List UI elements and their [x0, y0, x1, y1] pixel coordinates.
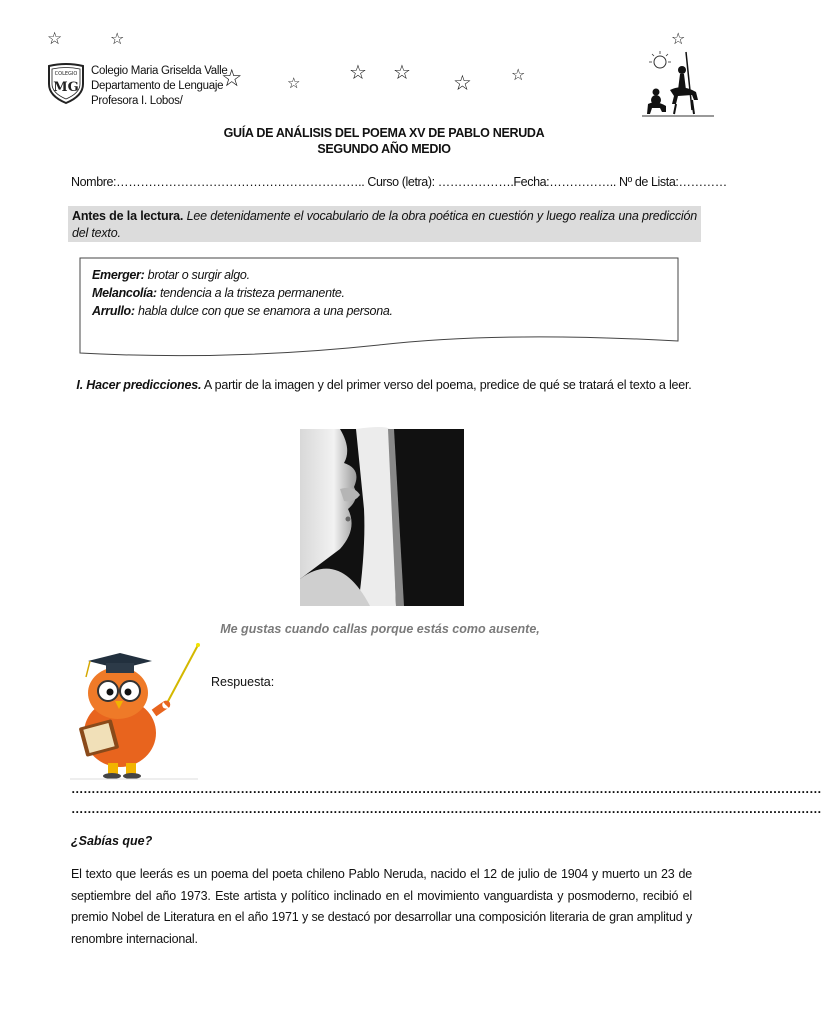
guide-title: GUÍA DE ANÁLISIS DEL POEMA XV DE PABLO NERUDA [223, 126, 545, 140]
star-icon: ☆ [453, 71, 472, 95]
answer-label: Respuesta: [211, 675, 275, 689]
star-icon: ☆ [671, 29, 686, 48]
school-info [91, 64, 227, 109]
vocabulary-item: Emerger: brotar o surgir algo. [92, 268, 250, 282]
star-icon: ☆ [393, 60, 411, 84]
star-icon: ☆ [47, 29, 63, 49]
teacher-name: Profesora I. Lobos/ [91, 95, 183, 107]
prediction-prompt [74, 375, 694, 396]
vocabulary-list [92, 266, 393, 320]
instructions-label: Antes de la lectura. [72, 209, 184, 223]
department-name: Departamento de Lenguaje [91, 80, 224, 92]
star-icon: ☆ [221, 64, 243, 92]
vocabulary-item: Arrullo: habla dulce con que se enamora a una persona. [92, 304, 393, 318]
star-icon: ☆ [287, 74, 301, 92]
student-info-line: Nombre:…………………………………………………….. Curso (letra): ……………….Fecha:…………….. Nº de Lista:………… [71, 175, 727, 189]
school-crest-logo [46, 62, 86, 104]
svg-text:COLEGIO: COLEGIO [54, 71, 78, 77]
school-name: Colegio Maria Griselda Valle [91, 65, 228, 77]
svg-text:MG: MG [53, 80, 79, 95]
star-icon: ☆ [110, 29, 125, 48]
grade-subtitle: SEGUNDO AÑO MEDIO [317, 142, 451, 156]
star-icon: ☆ [349, 60, 367, 84]
poem-first-verse: Me gustas cuando callas porque estás como ausente, [220, 622, 540, 636]
vocabulary-item: Melancolía: tendencia a la tristeza permanente. [92, 286, 345, 300]
instructions-box [68, 206, 701, 242]
prediction-label: I. Hacer predicciones. [76, 378, 202, 392]
answer-line[interactable]: …………………………………………………………………………………………………………………………………………………………………… [71, 782, 821, 796]
owl-teacher-illustration [70, 643, 200, 780]
answer-line[interactable]: …………………………………………………………………………………………………………………………………………………………………… [71, 802, 821, 816]
instructions-text: Lee detenidamente el vocabulario de la obra poética en cuestión y luego realiza una predicción del texto. [72, 209, 697, 240]
silence-gesture-photo [300, 429, 464, 606]
star-icon: ☆ [511, 65, 526, 84]
don-quixote-illustration [640, 48, 716, 120]
neruda-bio-paragraph: El texto que leerás es un poema del poeta chileno Pablo Neruda, nacido el 12 de julio de 1904 y muerto un 23 de septiembre del año 1973. Este artista y político inclinado en el movimiento vanguardista y posmoderno, recibió el premio Nobel de Literatura en el año 1971 y se destacó por desarrollar una composición literaria de gran amplitud y renombre internacional. [71, 867, 692, 946]
did-you-know-heading: ¿Sabías que? [71, 834, 153, 848]
prediction-text: A partir de la imagen y del primer verso del poema, predice de qué se tratará el texto a leer. [203, 378, 692, 392]
